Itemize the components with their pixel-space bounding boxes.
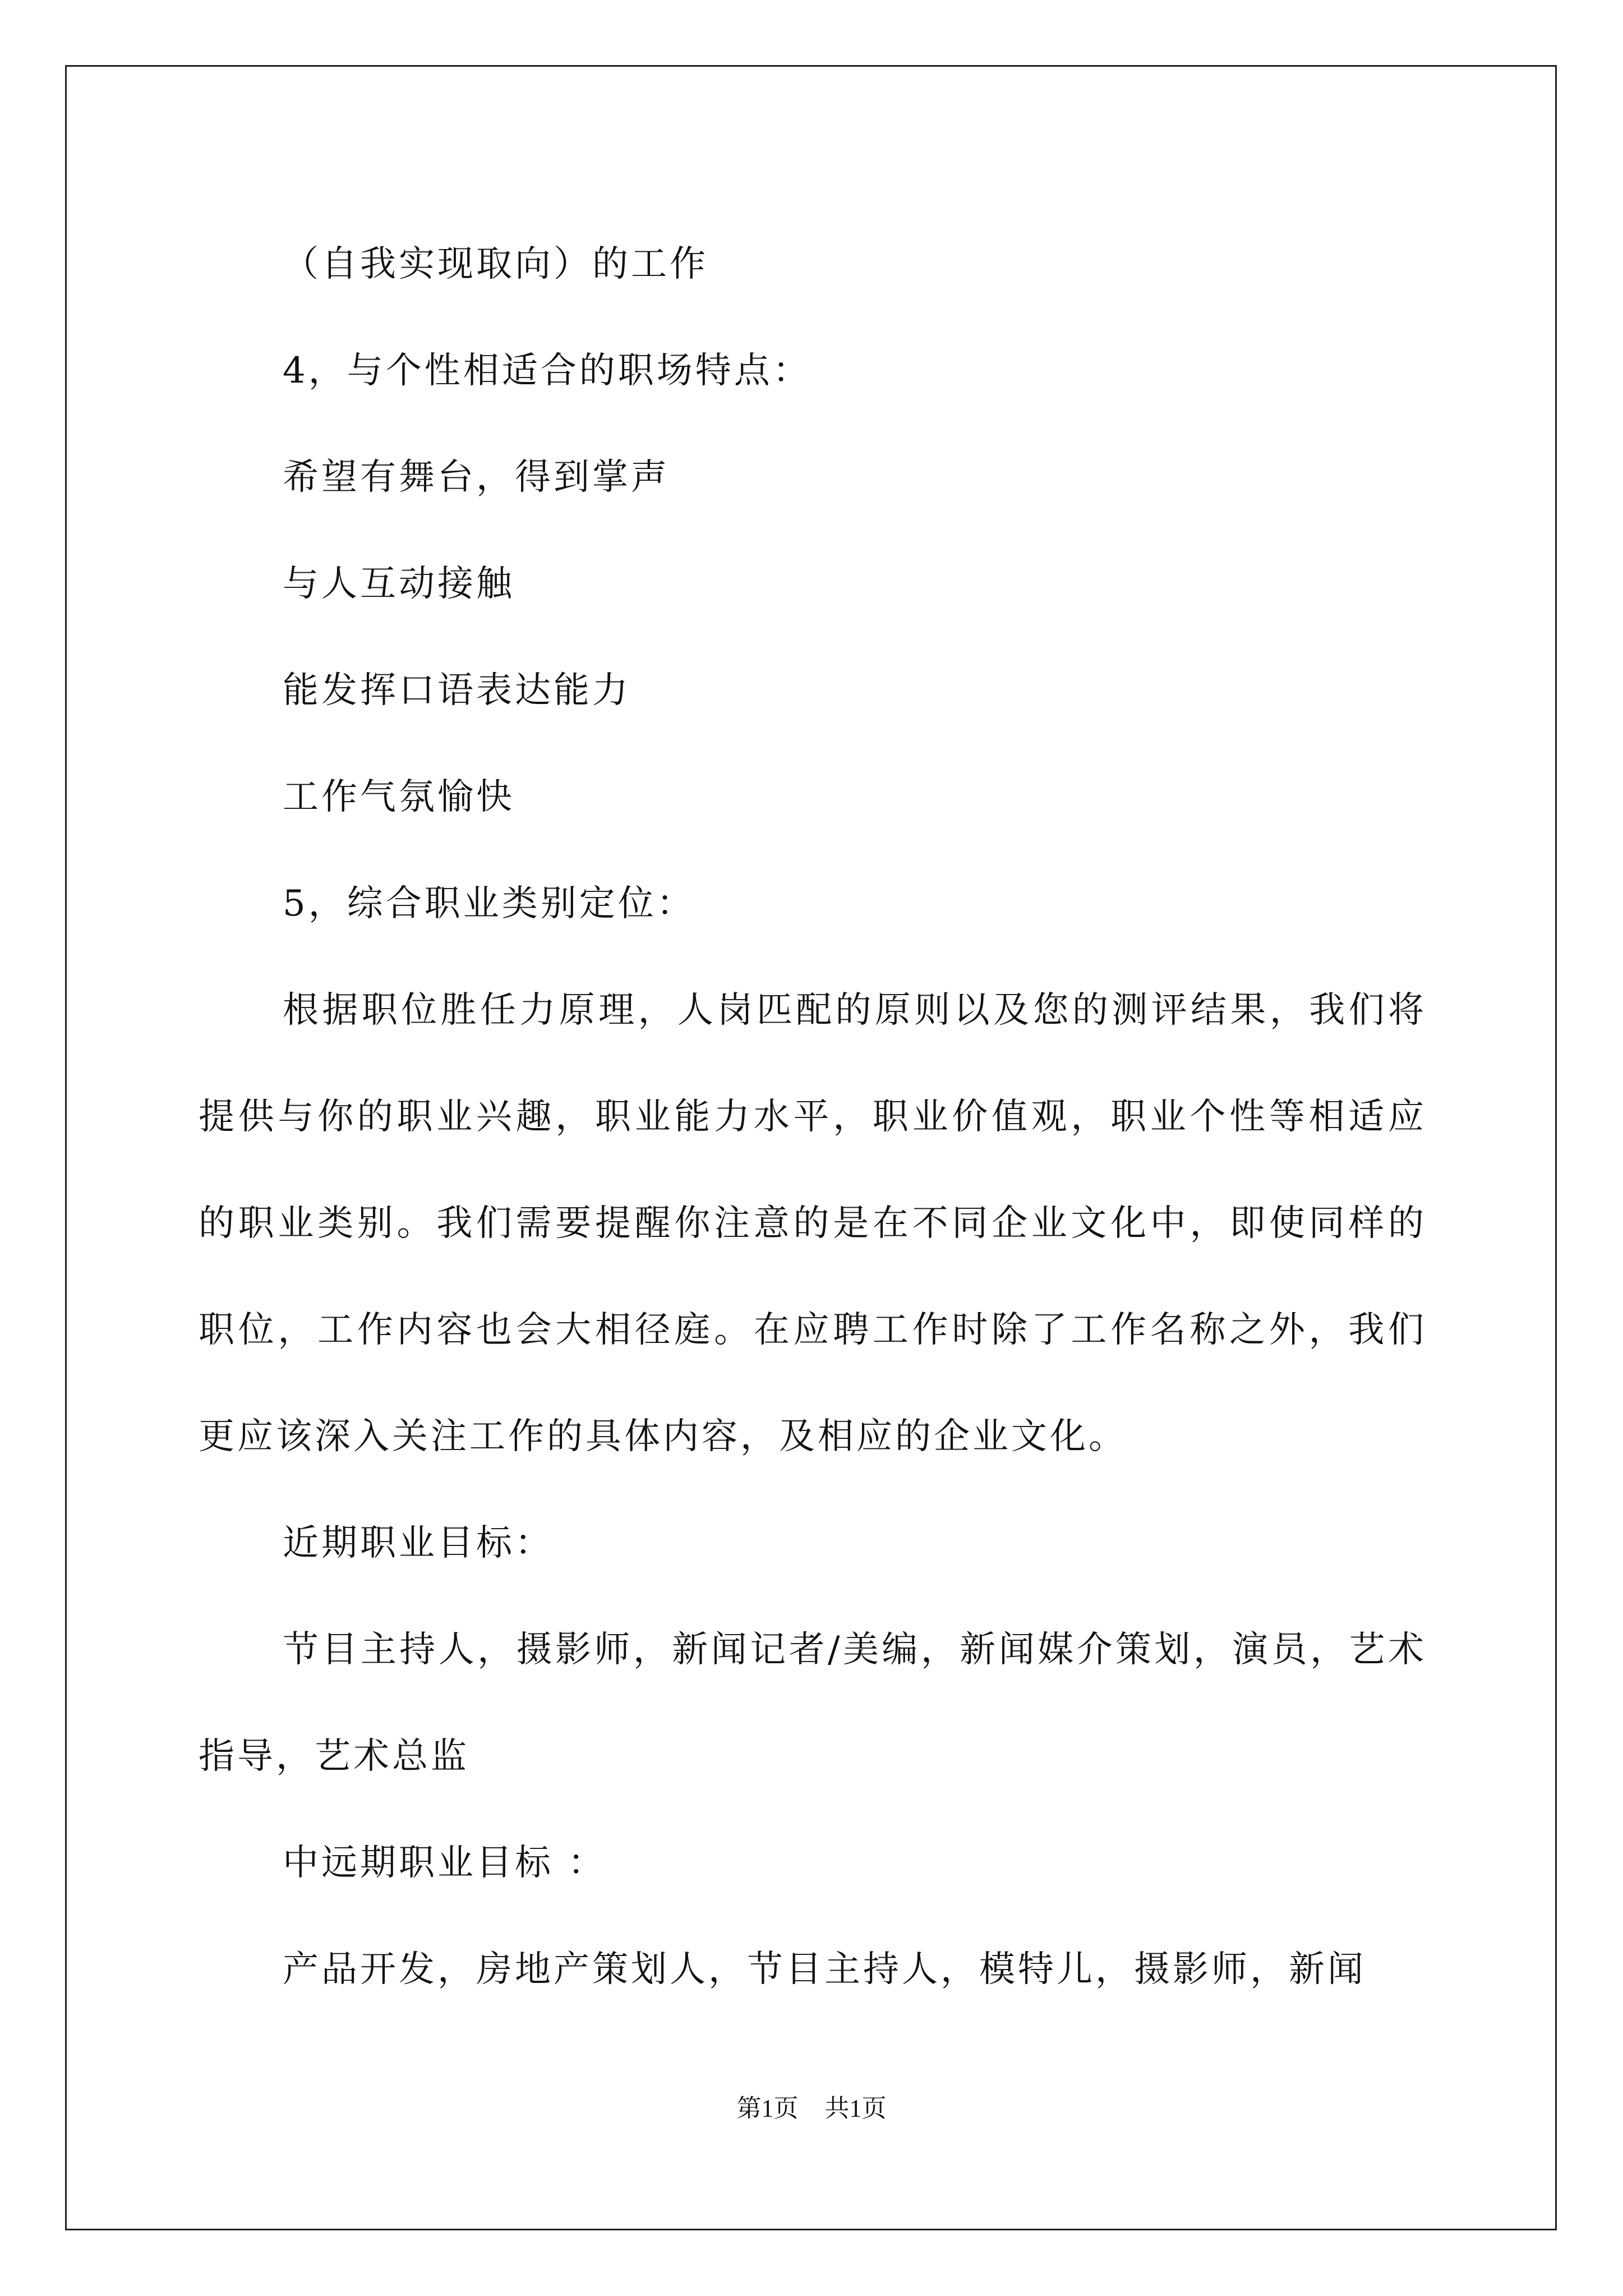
paragraph: 希望有舞台，得到掌声	[283, 457, 670, 498]
paragraph: 4，与个性相适合的职场特点：	[283, 350, 811, 392]
page-total: 共1页	[824, 2095, 887, 2122]
paragraph: 工作气氛愉快	[283, 776, 515, 818]
paragraph: 产品开发，房地产策划人，节目主持人，模特儿，摄影师，新闻	[283, 1949, 1366, 1990]
paragraph: 中远期职业目标 ：	[283, 1842, 607, 1884]
page-footer	[0, 2088, 1623, 2124]
paragraph: （自我实现取向）的工作	[283, 243, 708, 285]
paragraph: 近期职业目标：	[283, 1522, 554, 1564]
paragraph: 根据职位胜任力原理，人岗匹配的原则以及您的测评结果，我们将提供与你的职业兴趣，职业能力水平，职业价值观，职业个性等相适应的职业类别。我们需要提醒你注意的是在不同企业文化中，即使同样的职位，工作内容也会大相径庭。在应聘工作时除了工作名称之外，我们更应该深入关注工作的具体内容，及相应的企业文化。	[199, 990, 1427, 1457]
paragraph: 与人互动接触	[283, 563, 515, 605]
page-number: 第1页	[736, 2095, 799, 2122]
paragraph: 能发挥口语表达能力	[283, 670, 631, 711]
document-body	[199, 211, 1427, 2023]
paragraph: 5，综合职业类别定位：	[283, 883, 695, 924]
paragraph: 节目主持人，摄影师，新闻记者/美编，新闻媒介策划，演员，艺术指导，艺术总监	[199, 1629, 1427, 1777]
